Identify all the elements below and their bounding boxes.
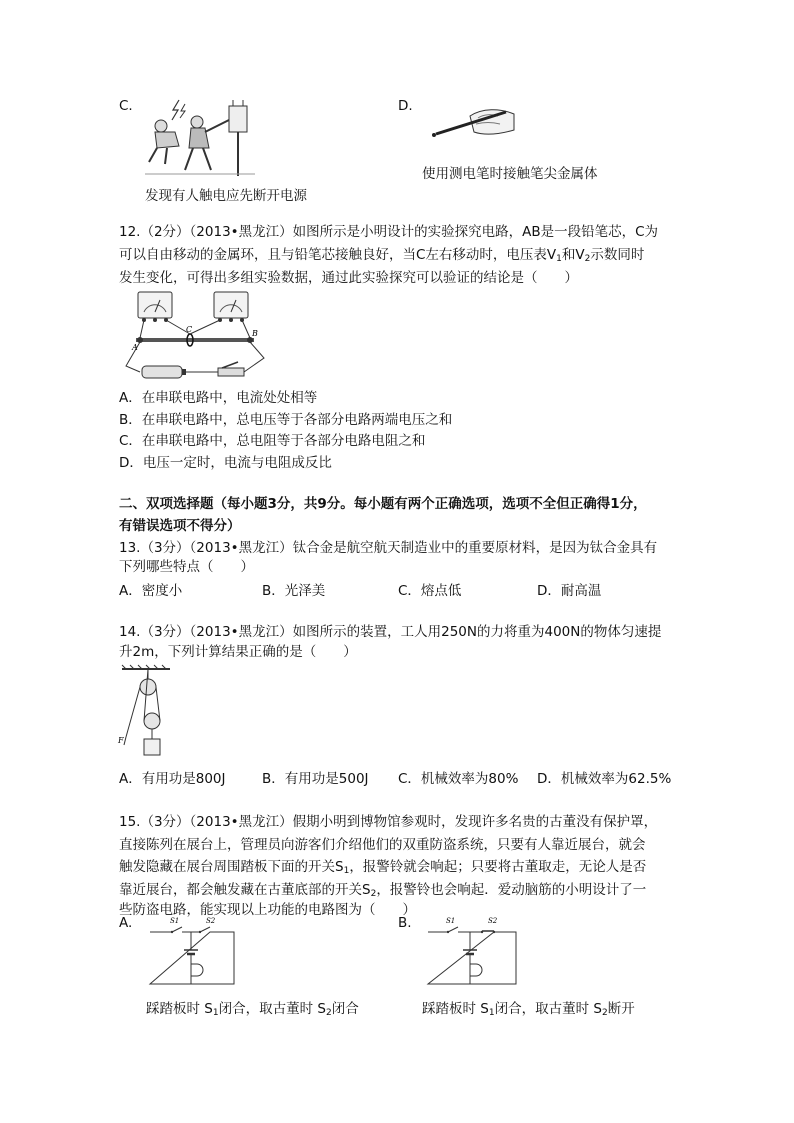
q14-option-a[interactable]: A．有用功是800J (119, 771, 226, 787)
q12-circuit-figure (118, 288, 268, 384)
q14-line-2: 升2m，下列计算结果正确的是（ ） (119, 644, 357, 660)
q15-option-a-circuit (148, 914, 236, 986)
q14-line-1: 14.（3分）（2013•黑龙江）如图所示的装置，工人用250N的力将重为400N的物体匀速提 (119, 624, 662, 640)
q14-option-c[interactable]: C．机械效率为80% (398, 771, 519, 787)
q15-a-s2-label: S2 (206, 917, 216, 925)
section-2-heading-line-1: 二、双项选择题（每小题3分，共9分。每小题有两个正确选项，选项不全但正确得1分， (119, 496, 647, 512)
q12-option-b[interactable]: B．在串联电路中，总电压等于各部分电路两端电压之和 (119, 412, 453, 428)
q14-label-f: F (118, 736, 124, 745)
q15-line-1: 15.（3分）（2013•黑龙江）假期小明到博物馆参观时，发现许多名贵的古董没有保护罩， (119, 814, 658, 830)
q15-line-2: 直接陈列在展台上，管理员向游客们介绍他们的双重防盗系统，只要有人靠近展台，就会 (119, 837, 646, 853)
q11-option-c-letter: C. (119, 98, 133, 114)
q15-line-4: 靠近展台，都会触发藏在古董底部的开关$S_2$，报警铃也会响起．爱动脑筋的小明设计了一 (119, 882, 647, 899)
q13-line-1: 13.（3分）（2013•黑龙江）钛合金是航空航天制造业中的重要原材料，是因为钛合金具有 (119, 540, 658, 556)
q12-label-c: C (186, 325, 193, 334)
q11-option-d-letter: D. (398, 98, 413, 114)
q12-option-c[interactable]: C．在串联电路中，总电阻等于各部分电路电阻之和 (119, 433, 426, 449)
q14-option-b[interactable]: B．有用功是500J (262, 771, 369, 787)
q13-option-c[interactable]: C．熔点低 (398, 583, 462, 599)
q12-line-1: 12.（2分）（2013•黑龙江）如图所示是小明设计的实验探究电路，AB是一段铅笔芯，C为 (119, 224, 659, 240)
q12-option-a[interactable]: A．在串联电路中，电流处处相等 (119, 390, 318, 406)
section-2-heading-line-2: 有错误选项不得分） (119, 518, 241, 534)
q15-option-b-circuit (426, 914, 518, 986)
q13-option-a[interactable]: A．密度小 (119, 583, 183, 599)
q13-option-b[interactable]: B．光泽美 (262, 583, 326, 599)
q15-line-5: 些防盗电路，能实现以上功能的电路图为（ ） (119, 902, 416, 918)
q15-a-s1-label: S1 (170, 917, 180, 925)
q15-option-b-letter[interactable]: B. (398, 915, 412, 931)
q13-line-2: 下列哪些特点（ ） (119, 559, 254, 575)
q11-option-d-figure (430, 104, 520, 144)
q12-line-3: 发生变化，可得出多组实验数据，通过此实验探究可以验证的结论是（ ） (119, 270, 578, 286)
q14-option-d[interactable]: D．机械效率为62.5% (537, 771, 672, 787)
q15-option-a-caption: 踩踏板时 $S_1$闭合，取古董时 $S_2$闭合 (146, 1001, 359, 1018)
q12-option-d[interactable]: D．电压一定时，电流与电阻成反比 (119, 455, 332, 471)
q12-line-2: 可以自由移动的金属环，且与铅笔芯接触良好，当C左右移动时，电压表$V_1$和$V_2$示数同时 (119, 247, 645, 264)
q15-option-b-caption: 踩踏板时 $S_1$闭合，取古董时 $S_2$断开 (422, 1001, 635, 1018)
q12-label-b: B (252, 329, 258, 338)
q11-option-c-caption: 发现有人触电应先断开电源 (145, 188, 307, 204)
q14-pulley-figure (118, 665, 174, 761)
q15-option-a-letter[interactable]: A. (119, 915, 133, 931)
q11-option-c-figure (145, 96, 255, 178)
q11-option-d-caption: 使用测电笔时接触笔尖金属体 (422, 166, 598, 182)
q13-option-d[interactable]: D．耐高温 (537, 583, 602, 599)
q12-label-a: A (132, 343, 138, 352)
q15-b-s1-label: S1 (446, 917, 456, 925)
q15-b-s2-label: S2 (488, 917, 498, 925)
q15-line-3: 触发隐藏在展台周围踏板下面的开关$S_1$，报警铃就会响起；只要将古董取走，无论人是否 (119, 859, 647, 876)
